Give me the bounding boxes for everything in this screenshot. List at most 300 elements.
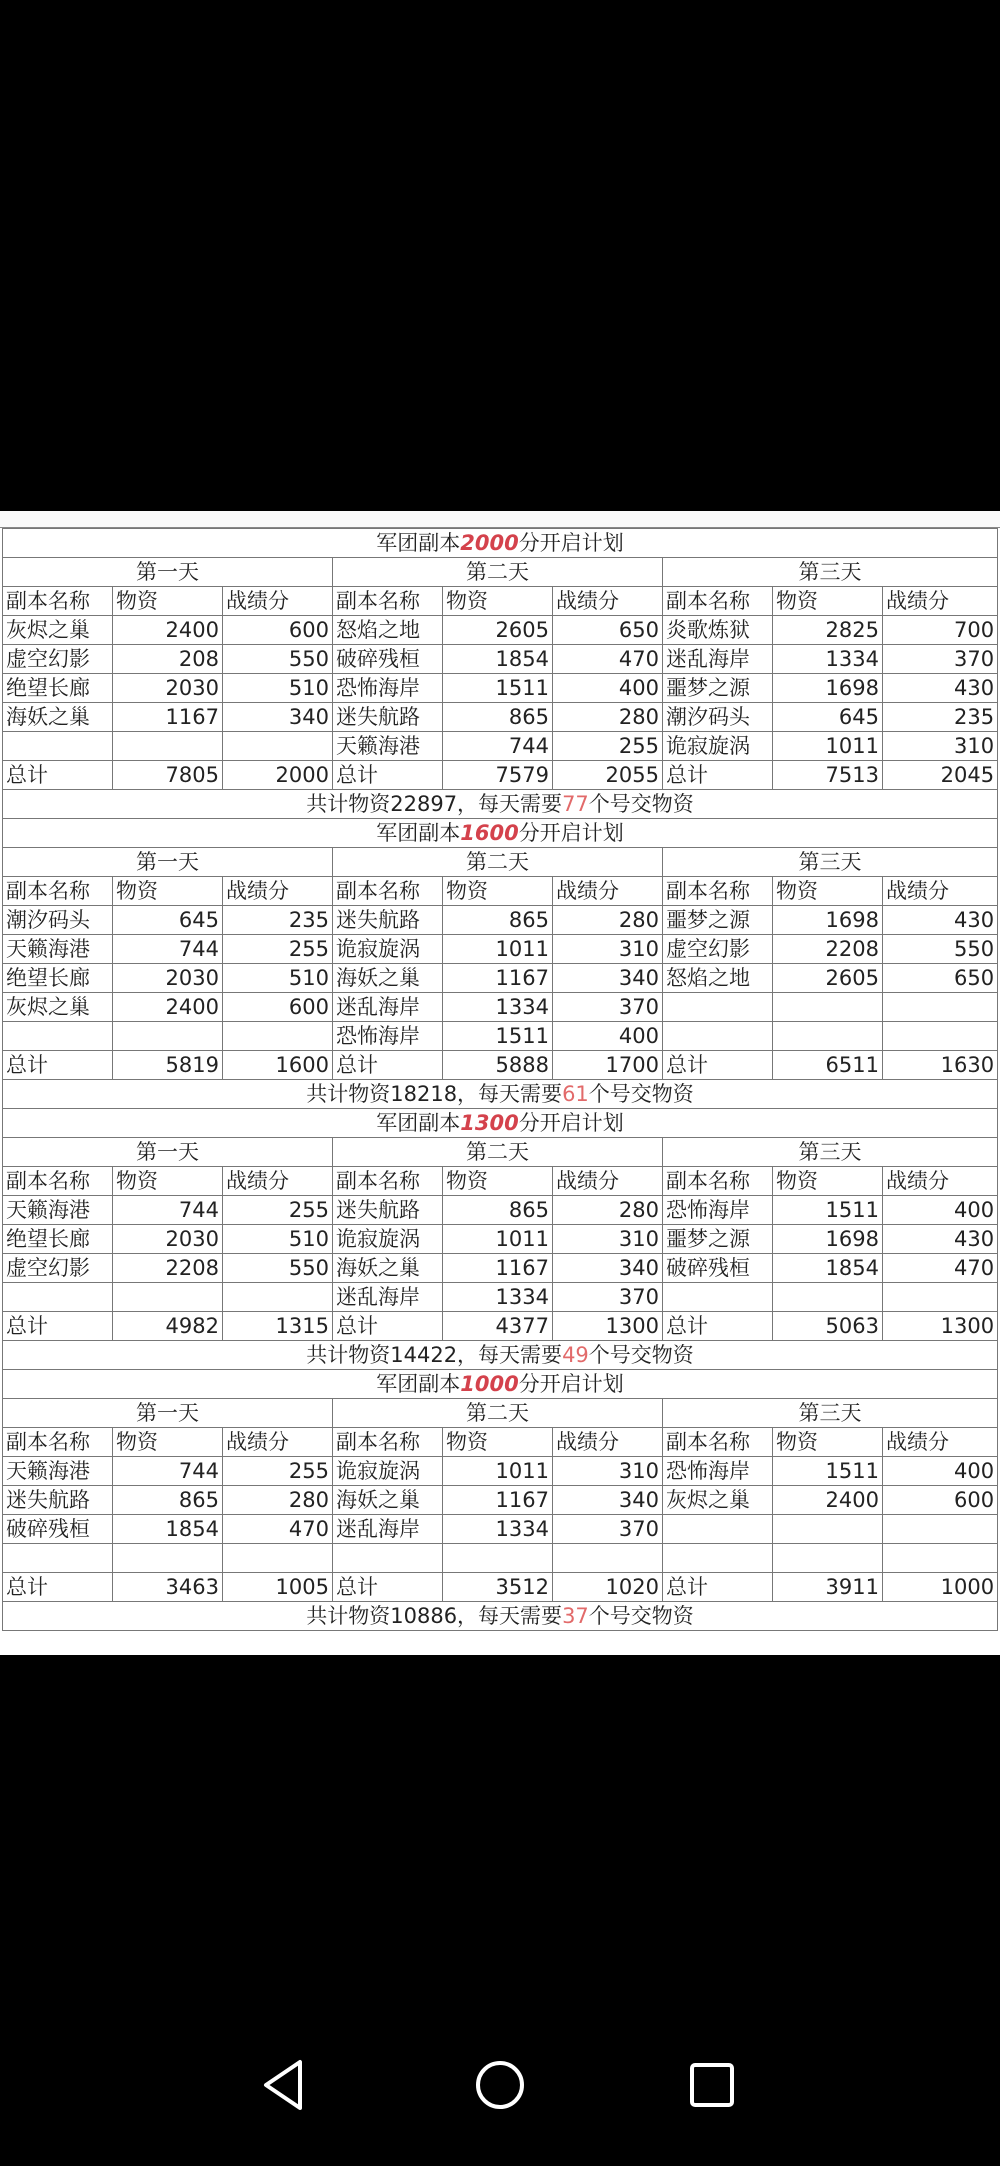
summary-part: 共计物资22897，每天需要 bbox=[306, 791, 563, 816]
supply-value: 1698 bbox=[773, 906, 883, 935]
dungeon-name bbox=[3, 1283, 113, 1312]
column-header: 副本名称 bbox=[333, 1428, 443, 1457]
supply-value: 1167 bbox=[113, 703, 223, 732]
dungeon-name: 潮汐码头 bbox=[3, 906, 113, 935]
score-value: 550 bbox=[223, 1254, 333, 1283]
total-label: 总计 bbox=[3, 1573, 113, 1602]
summary-part: 共计物资14422，每天需要 bbox=[306, 1342, 563, 1367]
dungeon-name: 海妖之巢 bbox=[3, 703, 113, 732]
score-value: 600 bbox=[223, 993, 333, 1022]
supply-value: 2208 bbox=[773, 935, 883, 964]
title-text: 分开启计划 bbox=[518, 1371, 624, 1396]
column-header: 副本名称 bbox=[333, 877, 443, 906]
dungeon-name: 恐怖海岸 bbox=[333, 674, 443, 703]
column-header: 副本名称 bbox=[333, 587, 443, 616]
summary-part: 共计物资10886，每天需要 bbox=[306, 1603, 563, 1628]
score-value: 600 bbox=[883, 1486, 998, 1515]
column-header: 战绩分 bbox=[553, 1167, 663, 1196]
total-label: 总计 bbox=[3, 761, 113, 790]
score-value: 510 bbox=[223, 964, 333, 993]
total-supply: 7513 bbox=[773, 761, 883, 790]
summary-row bbox=[3, 790, 998, 819]
supply-value: 1511 bbox=[443, 1022, 553, 1051]
score-value bbox=[223, 732, 333, 761]
dungeon-name: 破碎残桓 bbox=[663, 1254, 773, 1283]
section-title-row bbox=[3, 819, 998, 848]
dungeon-name: 噩梦之源 bbox=[663, 1225, 773, 1254]
score-value: 430 bbox=[883, 906, 998, 935]
score-value: 310 bbox=[553, 1457, 663, 1486]
column-header: 物资 bbox=[443, 1167, 553, 1196]
column-header-row bbox=[3, 1428, 998, 1457]
dungeon-name: 天籁海港 bbox=[333, 732, 443, 761]
title-score: 2000 bbox=[460, 530, 519, 555]
column-header-row bbox=[3, 1167, 998, 1196]
total-label: 总计 bbox=[3, 1051, 113, 1080]
summary-part: 个号交物资 bbox=[588, 1081, 694, 1106]
summary-part: 个号交物资 bbox=[588, 791, 694, 816]
dungeon-name: 噩梦之源 bbox=[663, 906, 773, 935]
dungeon-name: 绝望长廊 bbox=[3, 1225, 113, 1254]
table-row bbox=[3, 1022, 998, 1051]
dungeon-name: 虚空幻影 bbox=[3, 645, 113, 674]
score-value bbox=[223, 1283, 333, 1312]
android-nav-bar bbox=[0, 2000, 1000, 2166]
total-label: 总计 bbox=[663, 761, 773, 790]
supply-value: 1334 bbox=[443, 993, 553, 1022]
supply-value bbox=[443, 1544, 553, 1573]
score-value: 650 bbox=[553, 616, 663, 645]
dungeon-name: 怒焰之地 bbox=[333, 616, 443, 645]
total-label: 总计 bbox=[333, 1051, 443, 1080]
dungeon-name: 诡寂旋涡 bbox=[333, 1457, 443, 1486]
score-value: 400 bbox=[553, 674, 663, 703]
dungeon-name: 诡寂旋涡 bbox=[333, 935, 443, 964]
supply-value: 1854 bbox=[113, 1515, 223, 1544]
dungeon-name bbox=[3, 1022, 113, 1051]
score-value: 510 bbox=[223, 1225, 333, 1254]
score-value: 280 bbox=[553, 906, 663, 935]
table-row bbox=[3, 906, 998, 935]
back-triangle-icon bbox=[250, 2050, 320, 2120]
supply-value: 1167 bbox=[443, 964, 553, 993]
supply-value: 1854 bbox=[443, 645, 553, 674]
supply-value bbox=[773, 1283, 883, 1312]
supply-value bbox=[113, 1283, 223, 1312]
title-score: 1000 bbox=[460, 1371, 519, 1396]
accounts-needed: 37 bbox=[562, 1603, 589, 1628]
summary-text bbox=[3, 790, 998, 819]
day-label: 第三天 bbox=[663, 848, 998, 877]
score-value: 255 bbox=[223, 1196, 333, 1225]
score-value: 370 bbox=[553, 1283, 663, 1312]
title-text: 军团副本 bbox=[376, 530, 461, 555]
total-score: 1600 bbox=[223, 1051, 333, 1080]
section-title-row bbox=[3, 529, 998, 558]
day-label: 第一天 bbox=[3, 1138, 333, 1167]
supply-value bbox=[113, 732, 223, 761]
score-value: 700 bbox=[883, 616, 998, 645]
table-row bbox=[3, 616, 998, 645]
dungeon-name: 天籁海港 bbox=[3, 1457, 113, 1486]
section-title bbox=[3, 529, 998, 558]
table-row bbox=[3, 1254, 998, 1283]
column-header: 物资 bbox=[773, 1167, 883, 1196]
dungeon-name: 迷失航路 bbox=[333, 906, 443, 935]
home-circle-icon bbox=[465, 2050, 535, 2120]
score-value bbox=[223, 1022, 333, 1051]
dungeon-name bbox=[663, 1022, 773, 1051]
summary-row bbox=[3, 1602, 998, 1631]
table-row bbox=[3, 1283, 998, 1312]
supply-value: 1511 bbox=[773, 1196, 883, 1225]
column-header: 副本名称 bbox=[663, 1428, 773, 1457]
score-value: 255 bbox=[553, 732, 663, 761]
supply-value: 744 bbox=[443, 732, 553, 761]
score-value: 370 bbox=[883, 645, 998, 674]
score-value bbox=[883, 1544, 998, 1573]
column-header: 战绩分 bbox=[553, 587, 663, 616]
column-header: 物资 bbox=[773, 587, 883, 616]
score-value: 340 bbox=[223, 703, 333, 732]
dungeon-name bbox=[663, 1283, 773, 1312]
column-header: 物资 bbox=[113, 1167, 223, 1196]
supply-value: 2605 bbox=[443, 616, 553, 645]
dungeon-name: 迷失航路 bbox=[333, 1196, 443, 1225]
score-value: 470 bbox=[553, 645, 663, 674]
total-label: 总计 bbox=[3, 1312, 113, 1341]
totals-row bbox=[3, 1312, 998, 1341]
day-label: 第二天 bbox=[333, 1399, 663, 1428]
total-score: 1300 bbox=[883, 1312, 998, 1341]
supply-value: 2208 bbox=[113, 1254, 223, 1283]
day-label: 第二天 bbox=[333, 558, 663, 587]
dungeon-name: 破碎残桓 bbox=[333, 645, 443, 674]
score-value: 370 bbox=[553, 993, 663, 1022]
dungeon-name: 迷乱海岸 bbox=[333, 993, 443, 1022]
supply-value: 2030 bbox=[113, 674, 223, 703]
total-score: 1630 bbox=[883, 1051, 998, 1080]
score-value: 650 bbox=[883, 964, 998, 993]
totals-row bbox=[3, 761, 998, 790]
supply-value: 1511 bbox=[773, 1457, 883, 1486]
title-text: 分开启计划 bbox=[518, 530, 624, 555]
column-header-row bbox=[3, 587, 998, 616]
score-value bbox=[883, 1515, 998, 1544]
home-button[interactable] bbox=[465, 2050, 535, 2120]
recents-square-icon bbox=[677, 2050, 747, 2120]
supply-value: 1854 bbox=[773, 1254, 883, 1283]
dungeon-name: 绝望长廊 bbox=[3, 674, 113, 703]
title-score: 1300 bbox=[460, 1110, 519, 1135]
total-score: 1005 bbox=[223, 1573, 333, 1602]
column-header: 物资 bbox=[773, 877, 883, 906]
title-text: 分开启计划 bbox=[518, 820, 624, 845]
total-supply: 5819 bbox=[113, 1051, 223, 1080]
summary-part: 个号交物资 bbox=[588, 1603, 694, 1628]
supply-value bbox=[113, 1022, 223, 1051]
totals-row bbox=[3, 1051, 998, 1080]
supply-value: 645 bbox=[773, 703, 883, 732]
supply-value: 1334 bbox=[443, 1283, 553, 1312]
dungeon-name bbox=[663, 993, 773, 1022]
section-title bbox=[3, 1109, 998, 1138]
supply-value: 744 bbox=[113, 1196, 223, 1225]
column-header: 副本名称 bbox=[3, 587, 113, 616]
day-label: 第一天 bbox=[3, 1399, 333, 1428]
dungeon-name: 恐怖海岸 bbox=[663, 1457, 773, 1486]
supply-value: 645 bbox=[113, 906, 223, 935]
supply-value bbox=[113, 1544, 223, 1573]
score-value: 400 bbox=[883, 1457, 998, 1486]
total-supply: 3512 bbox=[443, 1573, 553, 1602]
supply-value: 1011 bbox=[443, 1225, 553, 1254]
column-header: 战绩分 bbox=[223, 1428, 333, 1457]
supply-value: 865 bbox=[443, 906, 553, 935]
table-row bbox=[3, 1544, 998, 1573]
day-label: 第三天 bbox=[663, 558, 998, 587]
column-header: 战绩分 bbox=[223, 877, 333, 906]
score-value: 340 bbox=[553, 964, 663, 993]
dungeon-name: 诡寂旋涡 bbox=[663, 732, 773, 761]
total-score: 1315 bbox=[223, 1312, 333, 1341]
column-header: 副本名称 bbox=[3, 1428, 113, 1457]
day-header-row bbox=[3, 848, 998, 877]
dungeon-name: 恐怖海岸 bbox=[663, 1196, 773, 1225]
score-value: 430 bbox=[883, 674, 998, 703]
score-value bbox=[883, 1022, 998, 1051]
plan-table bbox=[2, 528, 998, 1631]
column-header: 战绩分 bbox=[223, 1167, 333, 1196]
accounts-needed: 49 bbox=[562, 1342, 589, 1367]
dungeon-name: 虚空幻影 bbox=[663, 935, 773, 964]
supply-value: 865 bbox=[443, 1196, 553, 1225]
day-header-row bbox=[3, 558, 998, 587]
score-value: 310 bbox=[883, 732, 998, 761]
score-value: 510 bbox=[223, 674, 333, 703]
score-value: 235 bbox=[883, 703, 998, 732]
table-row bbox=[3, 993, 998, 1022]
score-value bbox=[883, 993, 998, 1022]
dungeon-name bbox=[663, 1544, 773, 1573]
column-header: 物资 bbox=[443, 1428, 553, 1457]
supply-value: 2825 bbox=[773, 616, 883, 645]
day-header-row bbox=[3, 1138, 998, 1167]
score-value: 400 bbox=[883, 1196, 998, 1225]
dungeon-name: 诡寂旋涡 bbox=[333, 1225, 443, 1254]
total-supply: 7805 bbox=[113, 761, 223, 790]
column-header: 战绩分 bbox=[883, 1167, 998, 1196]
dungeon-name: 天籁海港 bbox=[3, 935, 113, 964]
column-header: 物资 bbox=[443, 877, 553, 906]
dungeon-name: 绝望长廊 bbox=[3, 964, 113, 993]
total-score: 1300 bbox=[553, 1312, 663, 1341]
supply-value: 1698 bbox=[773, 674, 883, 703]
recents-button[interactable] bbox=[677, 2050, 747, 2120]
score-value: 310 bbox=[553, 1225, 663, 1254]
dungeon-name: 恐怖海岸 bbox=[333, 1022, 443, 1051]
score-value: 370 bbox=[553, 1515, 663, 1544]
supply-value: 2400 bbox=[773, 1486, 883, 1515]
supply-value: 1011 bbox=[443, 935, 553, 964]
total-score: 1700 bbox=[553, 1051, 663, 1080]
total-supply: 4377 bbox=[443, 1312, 553, 1341]
total-supply: 5888 bbox=[443, 1051, 553, 1080]
score-value: 600 bbox=[223, 616, 333, 645]
accounts-needed: 77 bbox=[562, 791, 589, 816]
total-score: 2000 bbox=[223, 761, 333, 790]
dungeon-name: 迷失航路 bbox=[3, 1486, 113, 1515]
dungeon-name: 噩梦之源 bbox=[663, 674, 773, 703]
score-value: 310 bbox=[553, 935, 663, 964]
day-label: 第三天 bbox=[663, 1138, 998, 1167]
score-value: 280 bbox=[553, 703, 663, 732]
supply-value: 208 bbox=[113, 645, 223, 674]
score-value: 340 bbox=[553, 1486, 663, 1515]
title-score: 1600 bbox=[460, 820, 519, 845]
day-label: 第一天 bbox=[3, 558, 333, 587]
total-score: 1000 bbox=[883, 1573, 998, 1602]
score-value: 550 bbox=[883, 935, 998, 964]
dungeon-name: 怒焰之地 bbox=[663, 964, 773, 993]
summary-text bbox=[3, 1341, 998, 1370]
table-row bbox=[3, 935, 998, 964]
dungeon-name: 海妖之巢 bbox=[333, 1254, 443, 1283]
column-header: 副本名称 bbox=[3, 1167, 113, 1196]
column-header: 战绩分 bbox=[883, 877, 998, 906]
supply-value: 1334 bbox=[773, 645, 883, 674]
day-label: 第一天 bbox=[3, 848, 333, 877]
dungeon-name bbox=[663, 1515, 773, 1544]
day-label: 第三天 bbox=[663, 1399, 998, 1428]
dungeon-name: 迷失航路 bbox=[333, 703, 443, 732]
table-row bbox=[3, 703, 998, 732]
supply-value: 865 bbox=[113, 1486, 223, 1515]
supply-value: 1011 bbox=[443, 1457, 553, 1486]
table-row bbox=[3, 674, 998, 703]
score-value: 470 bbox=[883, 1254, 998, 1283]
total-score: 1020 bbox=[553, 1573, 663, 1602]
column-header: 物资 bbox=[113, 1428, 223, 1457]
summary-row bbox=[3, 1080, 998, 1109]
column-header: 战绩分 bbox=[883, 587, 998, 616]
column-header: 物资 bbox=[773, 1428, 883, 1457]
supply-value: 1167 bbox=[443, 1486, 553, 1515]
table-row bbox=[3, 1457, 998, 1486]
summary-row bbox=[3, 1341, 998, 1370]
supply-value: 1167 bbox=[443, 1254, 553, 1283]
total-label: 总计 bbox=[333, 1573, 443, 1602]
total-supply: 5063 bbox=[773, 1312, 883, 1341]
column-header: 副本名称 bbox=[663, 877, 773, 906]
totals-row bbox=[3, 1573, 998, 1602]
total-supply: 7579 bbox=[443, 761, 553, 790]
supply-value: 2030 bbox=[113, 964, 223, 993]
day-header-row bbox=[3, 1399, 998, 1428]
supply-value: 1511 bbox=[443, 674, 553, 703]
total-label: 总计 bbox=[663, 1051, 773, 1080]
summary-text bbox=[3, 1080, 998, 1109]
title-text: 军团副本 bbox=[376, 1371, 461, 1396]
total-supply: 4982 bbox=[113, 1312, 223, 1341]
column-header: 战绩分 bbox=[553, 1428, 663, 1457]
accounts-needed: 61 bbox=[562, 1081, 589, 1106]
score-value: 400 bbox=[553, 1022, 663, 1051]
section-title-row bbox=[3, 1109, 998, 1138]
column-header: 物资 bbox=[113, 877, 223, 906]
day-label: 第二天 bbox=[333, 848, 663, 877]
supply-value: 744 bbox=[113, 1457, 223, 1486]
table-row bbox=[3, 1515, 998, 1544]
total-score: 2055 bbox=[553, 761, 663, 790]
total-label: 总计 bbox=[663, 1312, 773, 1341]
score-value: 470 bbox=[223, 1515, 333, 1544]
score-value: 550 bbox=[223, 645, 333, 674]
supply-value: 1334 bbox=[443, 1515, 553, 1544]
title-text: 军团副本 bbox=[376, 820, 461, 845]
dungeon-name bbox=[3, 1544, 113, 1573]
section-title-row bbox=[3, 1370, 998, 1399]
supply-value: 2400 bbox=[113, 993, 223, 1022]
column-header: 战绩分 bbox=[883, 1428, 998, 1457]
table-row bbox=[3, 1225, 998, 1254]
section-title bbox=[3, 1370, 998, 1399]
dungeon-name: 虚空幻影 bbox=[3, 1254, 113, 1283]
supply-value: 2030 bbox=[113, 1225, 223, 1254]
spreadsheet-image bbox=[0, 511, 1000, 1655]
table-row bbox=[3, 732, 998, 761]
column-header: 物资 bbox=[113, 587, 223, 616]
sheet-top-edge bbox=[0, 511, 1000, 528]
total-supply: 3463 bbox=[113, 1573, 223, 1602]
summary-part: 共计物资18218，每天需要 bbox=[306, 1081, 563, 1106]
column-header: 物资 bbox=[443, 587, 553, 616]
column-header: 战绩分 bbox=[553, 877, 663, 906]
supply-value: 744 bbox=[113, 935, 223, 964]
dungeon-name bbox=[3, 732, 113, 761]
score-value: 235 bbox=[223, 906, 333, 935]
supply-value bbox=[773, 1544, 883, 1573]
score-value: 430 bbox=[883, 1225, 998, 1254]
day-label: 第二天 bbox=[333, 1138, 663, 1167]
summary-text bbox=[3, 1602, 998, 1631]
supply-value bbox=[773, 1515, 883, 1544]
supply-value: 1011 bbox=[773, 732, 883, 761]
dungeon-name: 海妖之巢 bbox=[333, 964, 443, 993]
summary-part: 个号交物资 bbox=[588, 1342, 694, 1367]
back-button[interactable] bbox=[250, 2050, 320, 2120]
table-row bbox=[3, 1196, 998, 1225]
column-header: 战绩分 bbox=[223, 587, 333, 616]
dungeon-name: 炎歌炼狱 bbox=[663, 616, 773, 645]
supply-value: 1698 bbox=[773, 1225, 883, 1254]
column-header: 副本名称 bbox=[663, 587, 773, 616]
score-value: 255 bbox=[223, 1457, 333, 1486]
dungeon-name: 灰烬之巢 bbox=[663, 1486, 773, 1515]
dungeon-name: 海妖之巢 bbox=[333, 1486, 443, 1515]
dungeon-name: 迷乱海岸 bbox=[663, 645, 773, 674]
score-value: 280 bbox=[553, 1196, 663, 1225]
title-text: 分开启计划 bbox=[518, 1110, 624, 1135]
dungeon-name: 破碎残桓 bbox=[3, 1515, 113, 1544]
score-value bbox=[223, 1544, 333, 1573]
dungeon-name: 迷乱海岸 bbox=[333, 1283, 443, 1312]
supply-value bbox=[773, 993, 883, 1022]
supply-value bbox=[773, 1022, 883, 1051]
total-supply: 6511 bbox=[773, 1051, 883, 1080]
title-text: 军团副本 bbox=[376, 1110, 461, 1135]
dungeon-name: 天籁海港 bbox=[3, 1196, 113, 1225]
